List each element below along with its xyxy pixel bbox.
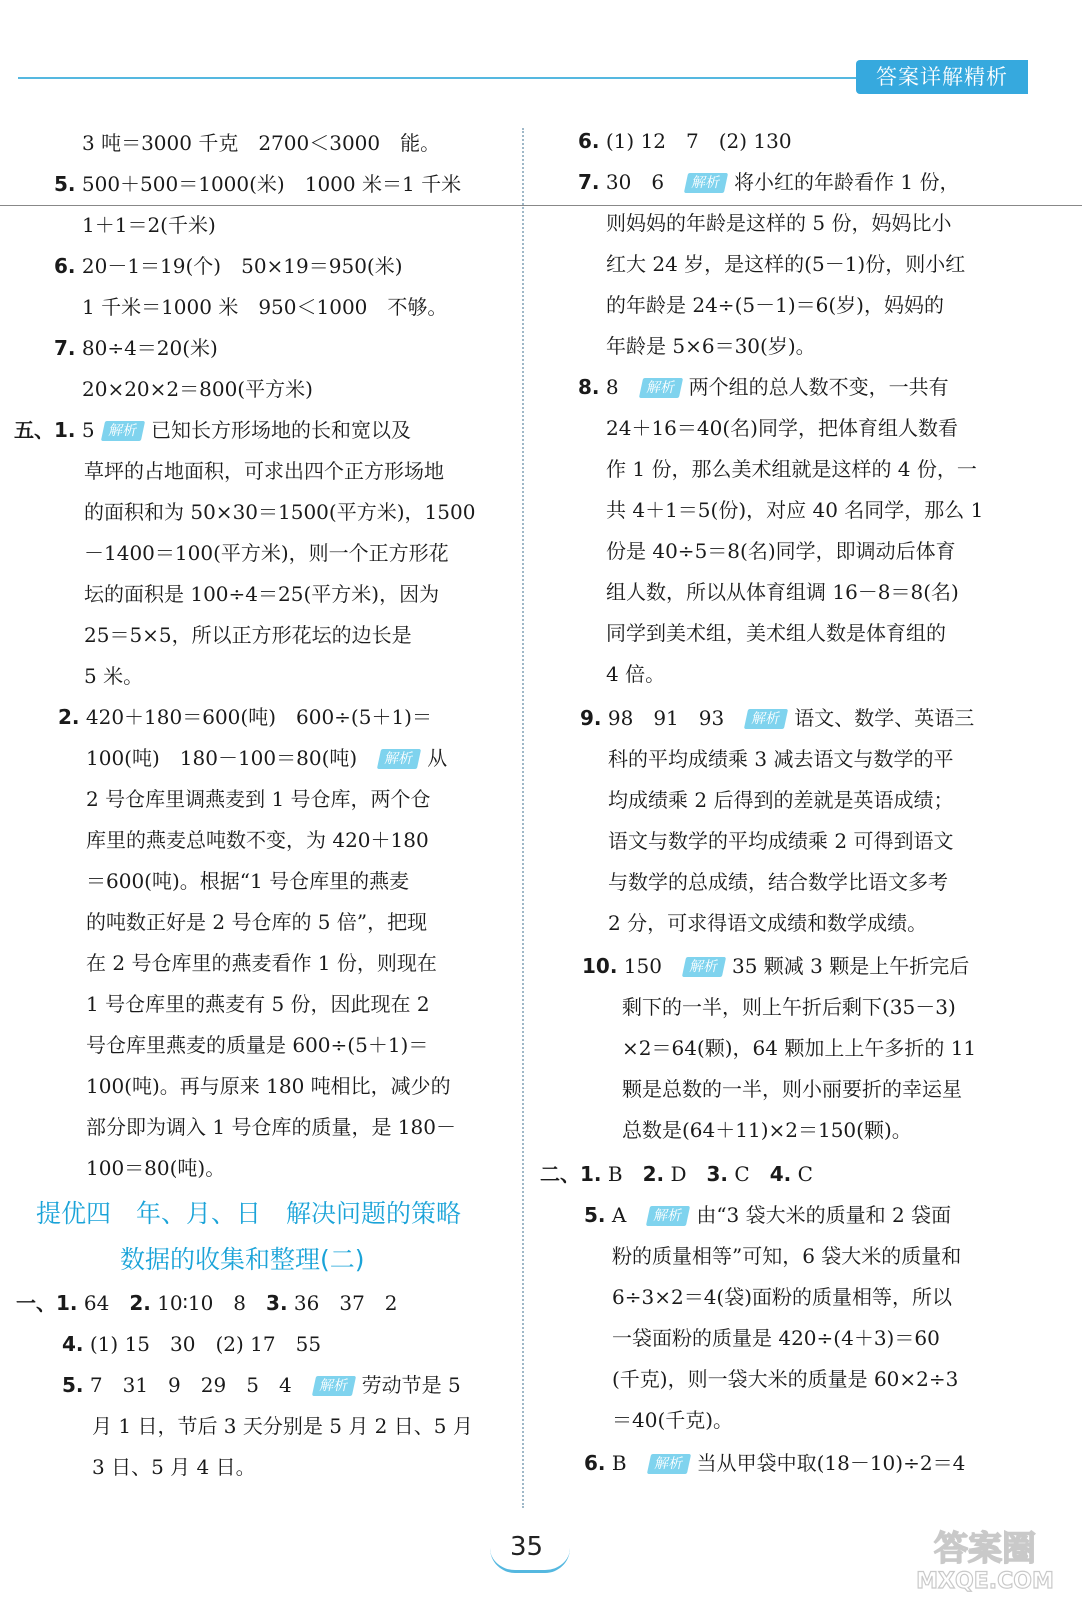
answer-line — [86, 745, 447, 771]
answer-line: 3 吨＝3000 千克 2700＜3000 能。 — [82, 131, 441, 155]
section-1-answers — [16, 1290, 398, 1316]
analysis-line: 语文与数学的平均成绩乘 2 可得到语文 — [608, 829, 954, 853]
answer-text: 420＋180＝600(吨) 600÷(5＋1)＝ — [85, 705, 432, 729]
analysis-line: 4 倍。 — [606, 662, 666, 686]
analysis-line: 24＋16＝40(名)同学，把体育组人数看 — [606, 416, 958, 440]
analysis-badge: 解析 — [646, 1206, 690, 1226]
answer-8 — [578, 374, 949, 400]
analysis-line: 月 1 日，节后 3 天分别是 5 月 2 日、5 月 — [92, 1414, 473, 1438]
header-tag: 答案详解精析 — [856, 60, 1028, 94]
answer-text: 8 — [605, 375, 619, 399]
analysis-line: 共 4＋1＝5(份)，对应 40 名同学，那么 1 — [606, 498, 984, 522]
analysis-badge: 解析 — [101, 421, 145, 441]
answer-text: 20－1＝19(个) 50×19＝950(米) — [81, 254, 403, 278]
answer-text: 64 — [83, 1291, 110, 1315]
question-number: 5. — [54, 172, 76, 196]
analysis-line: 科的平均成绩乘 3 减去语文与数学的平 — [608, 747, 954, 771]
analysis-line: 的面积和为 50×30＝1500(平方米)，1500 — [84, 500, 476, 524]
section-subtitle: 数据的收集和整理(二) — [120, 1245, 365, 1274]
analysis-line: 作 1 份，那么美术组就是这样的 4 份，一 — [606, 457, 977, 481]
answer-text: 30 6 — [605, 170, 665, 194]
analysis-text: 语文、数学、英语三 — [794, 706, 975, 730]
question-number: 2. — [129, 1291, 151, 1315]
analysis-line: 红大 24 岁，是这样的(5－1)份，则小红 — [606, 252, 966, 276]
analysis-line: 5 米。 — [84, 664, 144, 688]
question-number: 10. — [582, 954, 618, 978]
analysis-text: 将小红的年龄看作 1 份， — [734, 170, 960, 194]
answer-text: C — [797, 1162, 813, 1186]
analysis-badge: 解析 — [312, 1376, 356, 1396]
answer-10 — [582, 953, 969, 979]
analysis-line: 剩下的一半，则上午折后剩下(35－3) — [622, 995, 956, 1019]
analysis-line: －1400＝100(平方米)，则一个正方形花 — [84, 541, 449, 565]
analysis-badge: 解析 — [377, 749, 421, 769]
analysis-line: 部分即为调入 1 号仓库的质量，是 180－ — [86, 1115, 456, 1139]
answer-line: 20×20×2＝800(平方米) — [82, 377, 313, 401]
analysis-line: 在 2 号仓库里的燕麦看作 1 份，则现在 — [86, 951, 437, 975]
question-number: 5. — [584, 1203, 606, 1227]
question-number: 3. — [266, 1291, 288, 1315]
analysis-line: 1 号仓库里的燕麦有 5 份，因此现在 2 — [86, 992, 430, 1016]
analysis-line: 总数是(64＋11)×2＝150(颗)。 — [622, 1118, 912, 1142]
question-number: 2. — [642, 1162, 665, 1186]
problem-2 — [58, 704, 432, 730]
answer-text: (1) 12 7 (2) 130 — [605, 129, 792, 153]
question-number: 6. — [54, 254, 76, 278]
analysis-line: 100(吨)。再与原来 180 吨相比，减少的 — [86, 1074, 451, 1098]
analysis-line: 坛的面积是 100÷4＝25(平方米)，因为 — [84, 582, 440, 606]
analysis-line: 则妈妈的年龄是这样的 5 份，妈妈比小 — [606, 211, 952, 235]
analysis-line: 份是 40÷5＝8(名)同学，即调动后体育 — [606, 539, 956, 563]
question-number: 4. — [769, 1162, 792, 1186]
column-divider — [522, 128, 524, 1508]
answer-5 — [584, 1202, 951, 1228]
question-number: 7. — [54, 336, 76, 360]
analysis-text: 从 — [427, 746, 448, 770]
answer-text: 100(吨) 180－100＝80(吨) — [86, 746, 358, 770]
question-number: 7. — [578, 170, 600, 194]
answer-text: 5 — [81, 418, 95, 442]
answer-text: 7 31 9 29 5 4 — [89, 1373, 292, 1397]
analysis-line: 一袋面粉的质量是 420÷(4＋3)＝60 — [612, 1326, 940, 1350]
analysis-line: 与数学的总成绩，结合数学比语文多考 — [608, 870, 948, 894]
answer-text: (1) 15 30 (2) 17 55 — [89, 1332, 322, 1356]
answer-line: 1＋1＝2(千米) — [82, 213, 216, 237]
answer-7 — [54, 335, 218, 361]
analysis-line: (千克)，则一袋大米的质量是 60×2÷3 — [612, 1367, 959, 1391]
answer-text: 10∶10 8 — [157, 1291, 247, 1315]
answer-text: 98 91 93 — [607, 706, 725, 730]
answer-text: A — [611, 1203, 627, 1227]
answer-text: B — [611, 1451, 627, 1475]
question-number: 3. — [706, 1162, 729, 1186]
answer-6 — [578, 128, 792, 154]
question-number: 2. — [58, 705, 80, 729]
question-number: 5. — [62, 1373, 84, 1397]
analysis-line: 3 日、5 月 4 日。 — [92, 1455, 256, 1479]
answer-text: D — [670, 1162, 687, 1186]
answer-6 — [584, 1450, 965, 1476]
analysis-line: 组人数，所以从体育组调 16－8＝8(名) — [606, 580, 959, 604]
analysis-line: 均成绩乘 2 后得到的差就是英语成绩； — [608, 788, 954, 812]
answer-4 — [62, 1331, 321, 1357]
analysis-line: 6÷3×2＝4(袋)面粉的质量相等，所以 — [612, 1285, 953, 1309]
section-title: 提优四 年、月、日 解决问题的策略 — [36, 1199, 462, 1228]
answer-7 — [578, 169, 960, 195]
analysis-line: 2 分，可求得语文成绩和数学成绩。 — [608, 911, 928, 935]
answer-5 — [54, 171, 461, 197]
analysis-line: ＝40(千克)。 — [612, 1408, 734, 1432]
analysis-line: 的吨数正好是 2 号仓库的 5 倍”，把现 — [86, 910, 428, 934]
question-number: 二、1. — [540, 1162, 602, 1186]
analysis-line: 100＝80(吨)。 — [86, 1156, 226, 1180]
answer-line: 1 千米＝1000 米 950＜1000 不够。 — [82, 295, 448, 319]
analysis-badge: 解析 — [744, 709, 788, 729]
analysis-text: 劳动节是 5 — [361, 1373, 461, 1397]
answer-text: 80÷4＝20(米) — [81, 336, 218, 360]
question-number: 五、1. — [14, 418, 76, 442]
analysis-line: 25＝5×5，所以正方形花坛的边长是 — [84, 623, 412, 647]
analysis-line: ＝600(吨)。根据“1 号仓库里的燕麦 — [86, 869, 410, 893]
question-number: 8. — [578, 375, 600, 399]
analysis-badge: 解析 — [646, 1454, 690, 1474]
analysis-badge: 解析 — [684, 173, 728, 193]
answer-6 — [54, 253, 403, 279]
watermark-url: MXQE.COM — [916, 1569, 1054, 1594]
analysis-line: 草坪的占地面积，可求出四个正方形场地 — [84, 459, 444, 483]
header-rule — [18, 77, 858, 79]
answer-text: B — [607, 1162, 623, 1186]
analysis-line: ×2＝64(颗)，64 颗加上上午多折的 11 — [622, 1036, 977, 1060]
scan-line — [0, 205, 1082, 206]
page-number: 35 — [510, 1532, 544, 1562]
answer-5 — [62, 1372, 461, 1398]
question-number: 4. — [62, 1332, 84, 1356]
answer-text: 36 37 2 — [293, 1291, 398, 1315]
analysis-badge: 解析 — [638, 378, 682, 398]
analysis-line: 库里的燕麦总吨数不变，为 420＋180 — [86, 828, 429, 852]
analysis-line: 的年龄是 24÷(5－1)＝6(岁)，妈妈的 — [606, 293, 944, 317]
watermark-text: 答案圈 — [934, 1529, 1036, 1569]
answer-9 — [580, 705, 974, 731]
analysis-text: 已知长方形场地的长和宽以及 — [150, 418, 411, 442]
answer-text: 500＋500＝1000(米) 1000 米＝1 千米 — [81, 172, 462, 196]
analysis-line: 年龄是 5×6＝30(岁)。 — [606, 334, 816, 358]
question-number: 9. — [580, 706, 602, 730]
question-number: 6. — [578, 129, 600, 153]
analysis-text: 由“3 袋大米的质量和 2 袋面 — [696, 1203, 952, 1227]
section-5-answer — [14, 417, 411, 443]
question-number: 6. — [584, 1451, 606, 1475]
analysis-text: 35 颗减 3 颗是上午折完后 — [731, 954, 970, 978]
analysis-line: 同学到美术组，美术组人数是体育组的 — [606, 621, 946, 645]
analysis-line: 号仓库里燕麦的质量是 600÷(5＋1)＝ — [86, 1033, 429, 1057]
answer-text: C — [734, 1162, 750, 1186]
analysis-text: 两个组的总人数不变，一共有 — [688, 375, 949, 399]
analysis-text: 当从甲袋中取(18－10)÷2＝4 — [696, 1451, 966, 1475]
analysis-badge: 解析 — [682, 957, 726, 977]
analysis-line: 颗是总数的一半，则小丽要折的幸运星 — [622, 1077, 962, 1101]
watermark-logo — [905, 1520, 1065, 1594]
analysis-line: 粉的质量相等”可知，6 袋大米的质量和 — [612, 1244, 962, 1268]
analysis-line: 2 号仓库里调燕麦到 1 号仓库，两个仓 — [86, 787, 431, 811]
section-2-answers — [540, 1161, 813, 1187]
answer-text: 150 — [623, 954, 662, 978]
question-number: 一、1. — [16, 1291, 78, 1315]
